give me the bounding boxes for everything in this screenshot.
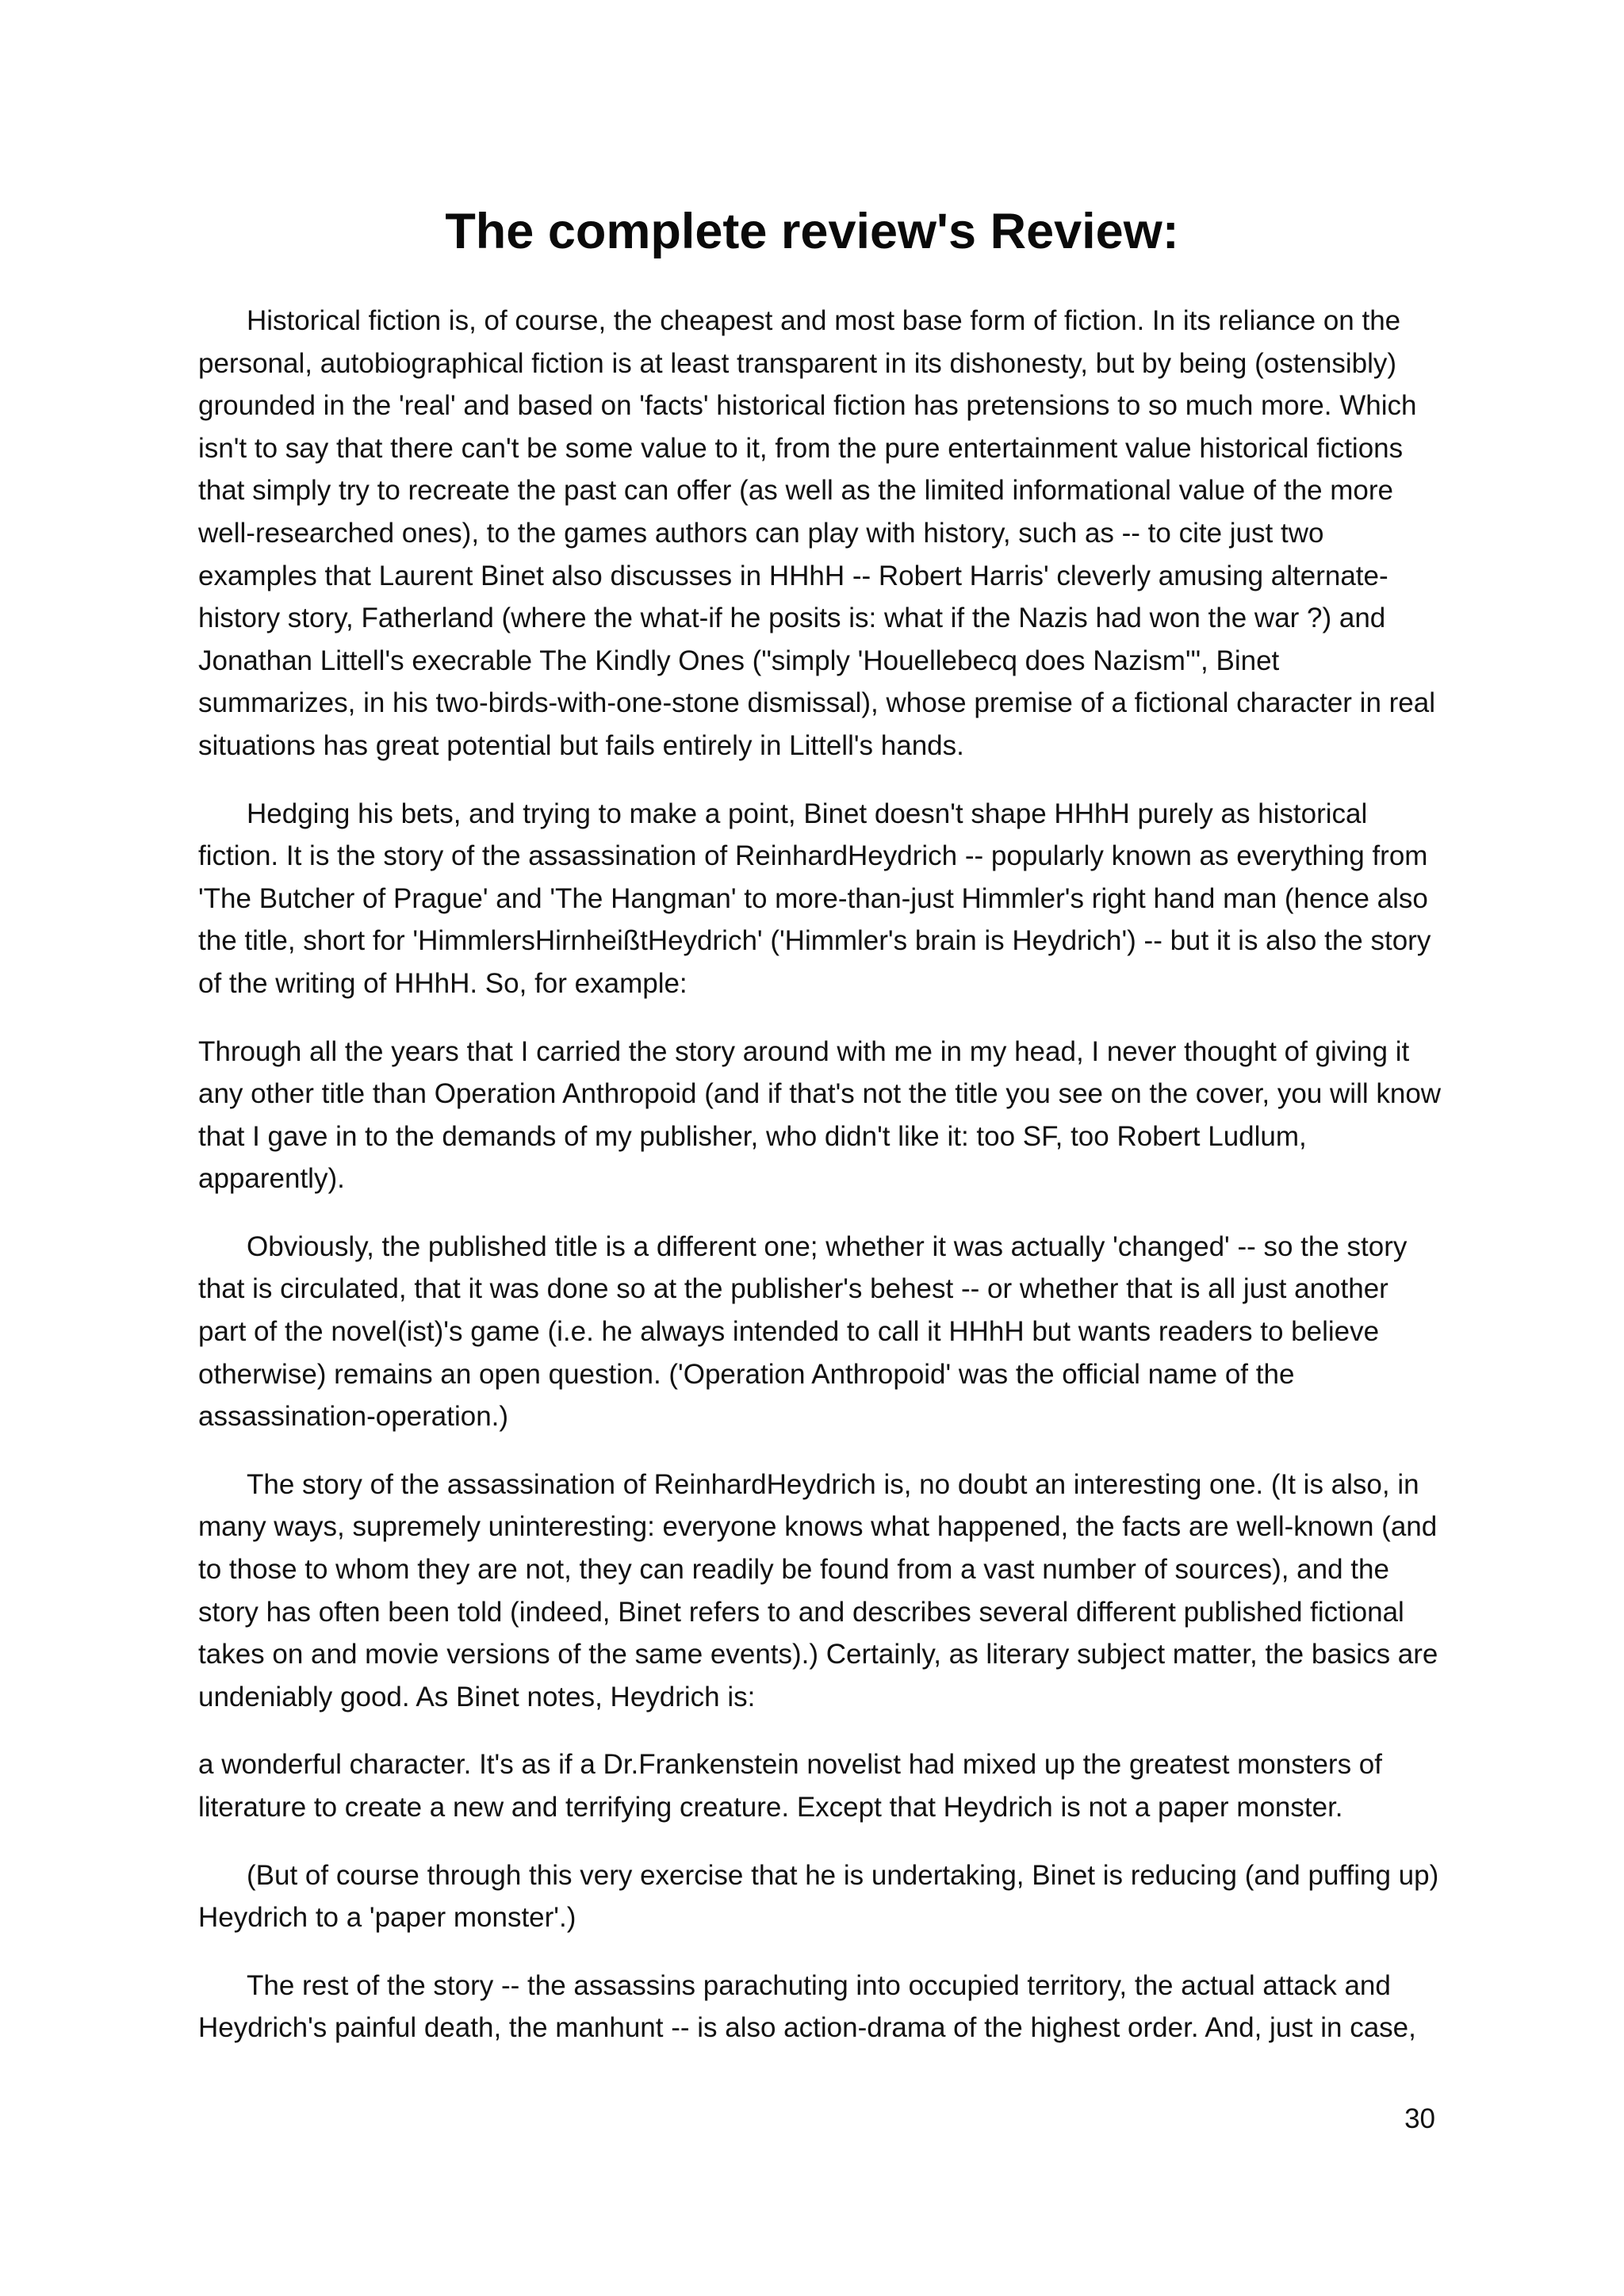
paragraph-3: Obviously, the published title is a different one; whether it was actually 'changed' -- so the story that is circulated, that it was done so at the publisher's behest -- or whether that is all just another part of the novel(ist)'s game (i.e. he always intended to call it HHhH but wants readers to believe otherwise) remains an open question. ('Operation Anthropoid' was the official name of the assassination-operation.): [198, 1230, 1408, 1433]
paragraph-6: The rest of the story -- the assassins parachuting into occupied territory, the actual attack and Heydrich's painful death, the manhunt -- is also action-drama of the highest order. And, just in case,: [198, 1969, 1416, 2044]
paragraph-2: Hedging his bets, and trying to make a point, Binet doesn't shape HHhH purely as historical fiction. It is the story of the assassination of ReinhardHeydrich -- popularly known as everything from 'The Butcher of Prague' and 'The Hangman' to more-than-just Himmler's right hand man (hence also the title, short for 'HimmlersHirnheißtHeydrich' ('Himmler's brain is Heydrich') -- but it is also the story of the writing of HHhH. So, for example:: [198, 798, 1431, 999]
block-quote-2: a wonderful character. It's as if a Dr.Frankenstein novelist had mixed up the greatest monsters of literature to create a new and terrifying creature. Except that Heydrich is not a paper monster.: [198, 1749, 1382, 1823]
page-number: 30: [1404, 2103, 1435, 2134]
block-quote-1: Through all the years that I carried the story around with me in my head, I never thought of giving it any other title than Operation Anthropoid (and if that's not the title you see on the cover, you will know that I gave in to the demands of my publisher, who didn't like it: too SF, too Robert Ludlum, apparently).: [198, 1035, 1442, 1195]
paragraph-5: (But of course through this very exercise that he is undertaking, Binet is reducing (and puffing up) Heydrich to a 'paper monster'.): [198, 1859, 1439, 1934]
paragraph-1: Historical fiction is, of course, the cheapest and most base form of fiction. In its reliance on the personal, autobiographical fiction is at least transparent in its dishonesty, but by being (ostensibly) grounded in the 'real' and based on 'facts' historical fiction has pretensions to so much more. Which isn't to say that there can't be some value to it, from the pure entertainment value historical fictions that simply try to recreate the past can offer (as well as the limited informational value of the more well-researched ones), to the games authors can play with history, such as -- to cite just two examples that Laurent Binet also discusses in HHhH -- Robert Harris' cleverly amusing alternate-history story, Fatherland (where the what-if he posits is: what if the Nazis had won the war ?) and Jonathan Littell's execrable The Kindly Ones ("simply 'Houellebecq does Nazism'", Binet summarizes, in his two-birds-with-one-stone dismissal), whose premise of a fictional character in real situations has great potential but fails entirely in Littell's hands.: [198, 305, 1436, 761]
review-body: [198, 300, 1443, 2075]
paragraph-4: The story of the assassination of ReinhardHeydrich is, no doubt an interesting one. (It is also, in many ways, supremely uninteresting: everyone knows what happened, the facts are well-known (and to those to whom they are not, they can readily be found from a vast number of sources), and the story has often been told (indeed, Binet refers to and describes several different published fictional takes on and movie versions of the same events).) Certainly, as literary subject matter, the basics are undeniably good. As Binet notes, Heydrich is:: [198, 1468, 1438, 1712]
page-title: The complete review's Review:: [445, 204, 1179, 259]
